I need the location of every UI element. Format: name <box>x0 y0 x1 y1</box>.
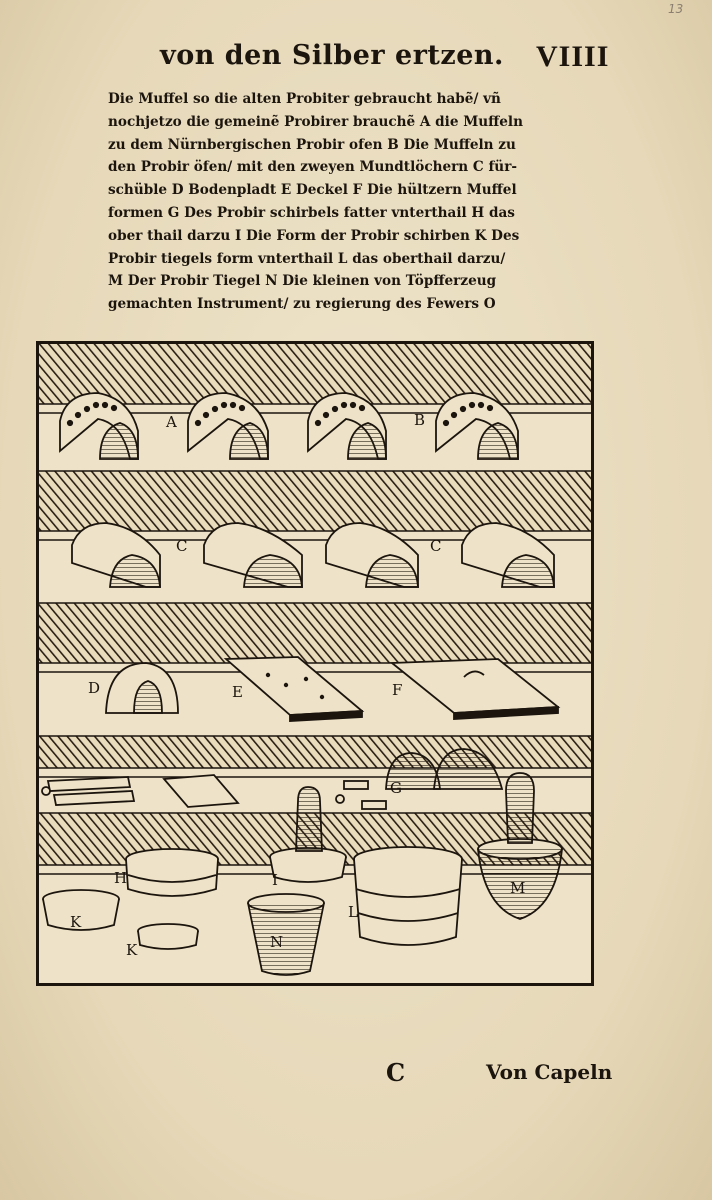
label-f: F <box>392 681 403 699</box>
caption-line: den Probir öfen/ mit den zweyen Mundtlöchern C für- <box>108 159 517 176</box>
shelf-band <box>39 736 591 768</box>
folio-number: VIIII <box>536 40 610 73</box>
caption-line: ober thail darzu I Die Form der Probir schirben K Des <box>108 227 520 244</box>
shelf-band <box>39 603 591 663</box>
caption-line: nochjetzo die gemeinẽ Probirer brauchẽ A die Muffeln <box>108 113 523 130</box>
label-n: N <box>270 933 284 951</box>
label-i: I <box>272 871 278 889</box>
scorifier-form-h <box>126 849 218 896</box>
caption-line: Probir tiegels form vnterthail L das oberthail darzu/ <box>108 250 506 267</box>
crucible-form-l <box>354 847 462 945</box>
caption-line: zu dem Nürnbergischen Probir ofen B Die Muffeln zu <box>108 136 516 153</box>
running-head: von den Silber ertzen. <box>160 40 504 71</box>
label-k: K <box>70 913 82 931</box>
label-m: M <box>510 879 526 897</box>
signature-mark: C <box>386 1058 406 1087</box>
shelf-band <box>39 344 591 404</box>
woodcut-illustration <box>36 341 594 986</box>
caption-text <box>108 88 548 316</box>
shelf-band <box>39 471 591 531</box>
label-l: L <box>348 903 358 921</box>
label-c: C <box>176 537 188 555</box>
caption-line: M Der Probir Tiegel N Die kleinen von Töpfferzeug <box>108 273 497 290</box>
pencil-folio-note: 13 <box>668 2 684 16</box>
label-g: G <box>390 779 402 797</box>
label-k: K <box>126 941 138 959</box>
caption-line: schüble D Bodenpladt E Deckel F Die hültzern Muffel <box>108 182 517 199</box>
catchword: Von Capeln <box>486 1060 613 1084</box>
label-h: H <box>114 869 128 887</box>
caption-line: formen G Des Probir schirbels fatter vnterthail H das <box>108 204 515 221</box>
small-dish-k <box>138 924 198 949</box>
label-b: B <box>414 411 426 429</box>
label-e: E <box>232 683 243 701</box>
label-a: A <box>166 413 177 431</box>
label-c: C <box>430 537 442 555</box>
caption-line: Die Muffel so die alten Probiter gebraucht habẽ/ vñ <box>108 91 501 107</box>
caption-line: gemachten Instrument/ zu regierung des Fewers O <box>108 296 496 313</box>
label-d: D <box>88 679 101 697</box>
